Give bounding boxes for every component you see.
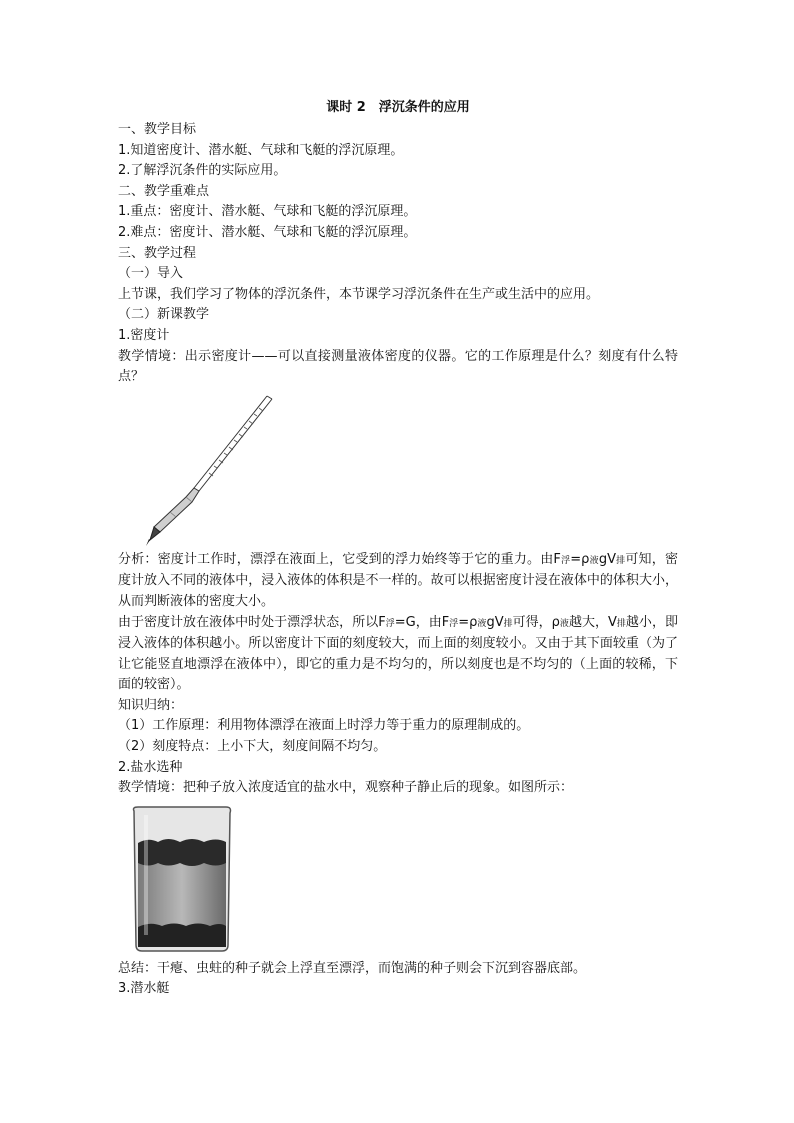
objective-1: 1.知道密度计、潜水艇、气球和飞艇的浮沉原理。 (118, 142, 404, 158)
section-heading-objectives: 一、教学目标 (118, 122, 197, 137)
analysis-text: =ρ (458, 614, 478, 630)
salt-water-conclusion: 总结：干瘪、虫蛀的种子就会上浮直至漂浮，而饱满的种子则会下沉到容器底部。 (118, 960, 587, 976)
analysis-text: =ρ (570, 551, 590, 567)
topic-hydrometer: 1.密度计 (118, 327, 170, 343)
topic-salt-water-seed-selection: 2.盐水选种 (118, 759, 183, 775)
analysis-text: =G，由F (394, 614, 450, 630)
subscript: 液 (477, 618, 487, 629)
hydrometer-image (120, 390, 280, 550)
hydrometer-scenario: 教学情境：出示密度计——可以直接测量液体密度的仪器。它的工作原理是什么？刻度有什么特点？ (118, 348, 678, 385)
salt-water-scenario: 教学情境：把种子放入浓度适宜的盐水中，观察种子静止后的现象。如图所示： (118, 780, 574, 796)
analysis-text: 可知，密度计放入不同的液体中，浸入液体的体积是不一样的。故可以根据密度计浸在液体中的体积大小，从而判断液体的密度大小。 (118, 551, 678, 609)
document-title: 课时 2 浮沉条件的应用 (326, 100, 470, 115)
key-point: 1.重点：密度计、潜水艇、气球和飞艇的浮沉原理。 (118, 204, 417, 220)
beaker-image (128, 805, 238, 955)
hydrometer-analysis-2 (118, 613, 678, 696)
subheading-new-lesson: （二）新课教学 (118, 307, 210, 323)
analysis-text: 由于密度计放在液体中时处于漂浮状态，所以F (118, 614, 386, 630)
subscript: 液 (559, 618, 569, 629)
subscript: 浮 (385, 618, 395, 629)
topic-submarine: 3.潜水艇 (118, 981, 170, 997)
section-heading-process: 三、教学过程 (118, 245, 197, 261)
hydrometer-analysis-1 (118, 550, 678, 613)
subscript: 浮 (560, 555, 571, 566)
analysis-text: gV (486, 614, 504, 630)
analysis-text: 分析：密度计工作时，漂浮在液面上，它受到的浮力始终等于它的重力。由F (118, 551, 561, 567)
analysis-text: 越大，V (568, 614, 617, 630)
summary-heading: 知识归纳： (118, 697, 184, 713)
summary-scale: （2）刻度特点：上小下大，刻度间隔不均匀。 (118, 739, 387, 755)
difficult-point: 2.难点：密度计、潜水艇、气球和飞艇的浮沉原理。 (118, 224, 417, 240)
subscript: 排 (503, 618, 513, 629)
subscript: 液 (589, 555, 599, 566)
intro-text: 上节课，我们学习了物体的浮沉条件，本节课学习浮沉条件在生产或生活中的应用。 (118, 286, 600, 302)
analysis-text: 越小，即浸入液体的体积越小。所以密度计下面的刻度较大，而上面的刻度较小。又由于其下面较重（为了让它能竖直地漂浮在液体中），即它的重力是不均匀的，所以刻度也是不均匀的（上面的较稀，下面的较密）。 (118, 614, 678, 693)
analysis-text: 可得，ρ (512, 614, 560, 630)
subheading-intro: （一）导入 (118, 266, 184, 282)
summary-principle: （1）工作原理：利用物体漂浮在液面上时浮力等于重力的原理制成的。 (118, 718, 530, 734)
subscript: 排 (616, 618, 626, 629)
document-content (118, 98, 678, 1000)
analysis-text: gV (598, 551, 616, 567)
objective-2: 2.了解浮沉条件的实际应用。 (118, 163, 287, 179)
subscript: 浮 (449, 618, 459, 629)
subscript: 排 (615, 555, 626, 566)
section-heading-key-points: 二、教学重难点 (118, 183, 210, 199)
